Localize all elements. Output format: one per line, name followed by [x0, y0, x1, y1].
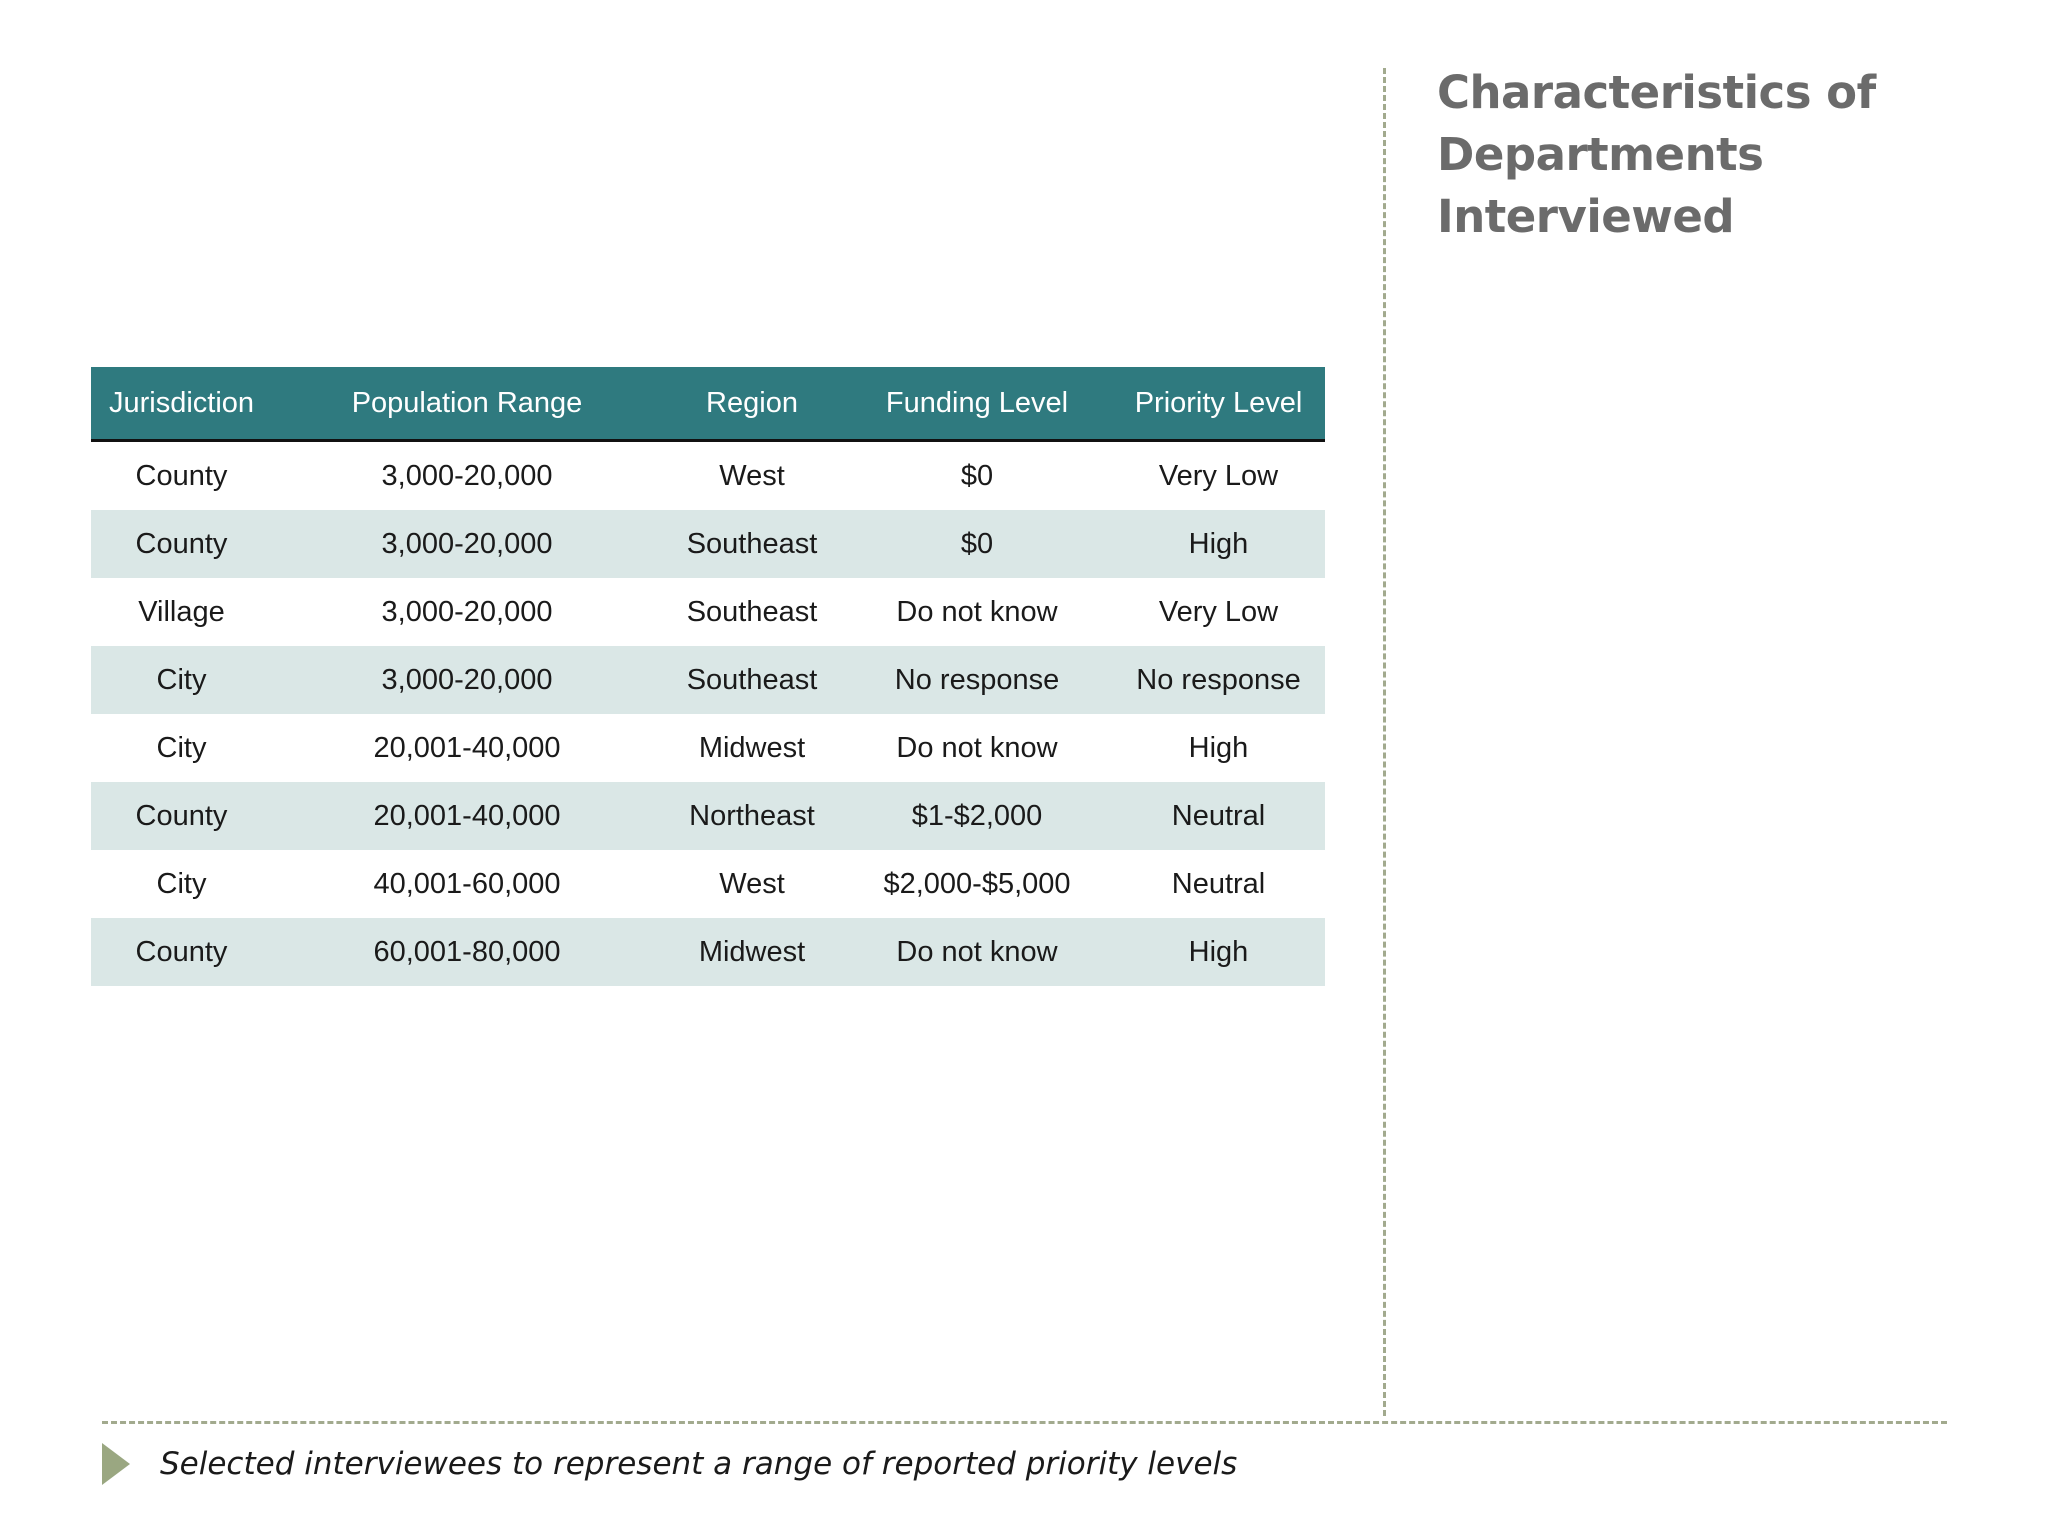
cell-jurisdiction: County [91, 918, 272, 986]
table-row [91, 646, 1325, 714]
slide-title: Characteristics of Departments Interviewed [1437, 66, 1876, 243]
cell-priority-level: High [1112, 918, 1325, 986]
cell-jurisdiction: City [91, 646, 272, 714]
cell-priority-level: Very Low [1112, 578, 1325, 646]
table-header [91, 367, 1325, 441]
cell-funding-level: $2,000-$5,000 [842, 850, 1112, 918]
cell-jurisdiction: City [91, 714, 272, 782]
cell-funding-level: Do not know [842, 578, 1112, 646]
table-row [91, 850, 1325, 918]
cell-population-range: 3,000-20,000 [272, 646, 662, 714]
cell-region: West [662, 850, 842, 918]
cell-region: Midwest [662, 918, 842, 986]
cell-funding-level: No response [842, 646, 1112, 714]
vertical-divider [1383, 68, 1386, 1416]
column-header-funding-level: Funding Level [842, 367, 1112, 441]
table-row [91, 578, 1325, 646]
table-row [91, 714, 1325, 782]
header-row [91, 367, 1325, 441]
cell-population-range: 3,000-20,000 [272, 510, 662, 578]
cell-priority-level: High [1112, 714, 1325, 782]
cell-population-range: 40,001-60,000 [272, 850, 662, 918]
table-row [91, 918, 1325, 986]
column-header-priority-level: Priority Level [1112, 367, 1325, 441]
cell-priority-level: No response [1112, 646, 1325, 714]
footer-note [102, 1440, 1237, 1488]
cell-jurisdiction: Village [91, 578, 272, 646]
cell-population-range: 3,000-20,000 [272, 441, 662, 511]
cell-region: West [662, 441, 842, 511]
table-row [91, 782, 1325, 850]
column-header-jurisdiction: Jurisdiction [91, 367, 272, 441]
triangle-arrow-icon [102, 1443, 130, 1485]
cell-population-range: 3,000-20,000 [272, 578, 662, 646]
cell-region: Southeast [662, 578, 842, 646]
cell-jurisdiction: County [91, 510, 272, 578]
table-row [91, 510, 1325, 578]
column-header-population-range: Population Range [272, 367, 662, 441]
cell-population-range: 20,001-40,000 [272, 782, 662, 850]
cell-region: Southeast [662, 646, 842, 714]
table-body [91, 441, 1325, 987]
column-header-region: Region [662, 367, 842, 441]
cell-funding-level: $0 [842, 441, 1112, 511]
cell-population-range: 20,001-40,000 [272, 714, 662, 782]
cell-jurisdiction: County [91, 441, 272, 511]
cell-region: Midwest [662, 714, 842, 782]
cell-region: Northeast [662, 782, 842, 850]
cell-region: Southeast [662, 510, 842, 578]
cell-funding-level: Do not know [842, 714, 1112, 782]
cell-funding-level: $1-$2,000 [842, 782, 1112, 850]
cell-funding-level: Do not know [842, 918, 1112, 986]
footer-text: Selected interviewees to represent a range of reported priority levels [160, 1446, 1238, 1482]
horizontal-divider [102, 1421, 1947, 1424]
departments-table [91, 367, 1325, 986]
cell-priority-level: High [1112, 510, 1325, 578]
cell-jurisdiction: County [91, 782, 272, 850]
cell-priority-level: Very Low [1112, 441, 1325, 511]
table-row [91, 441, 1325, 511]
cell-funding-level: $0 [842, 510, 1112, 578]
cell-priority-level: Neutral [1112, 850, 1325, 918]
cell-jurisdiction: City [91, 850, 272, 918]
cell-priority-level: Neutral [1112, 782, 1325, 850]
cell-population-range: 60,001-80,000 [272, 918, 662, 986]
